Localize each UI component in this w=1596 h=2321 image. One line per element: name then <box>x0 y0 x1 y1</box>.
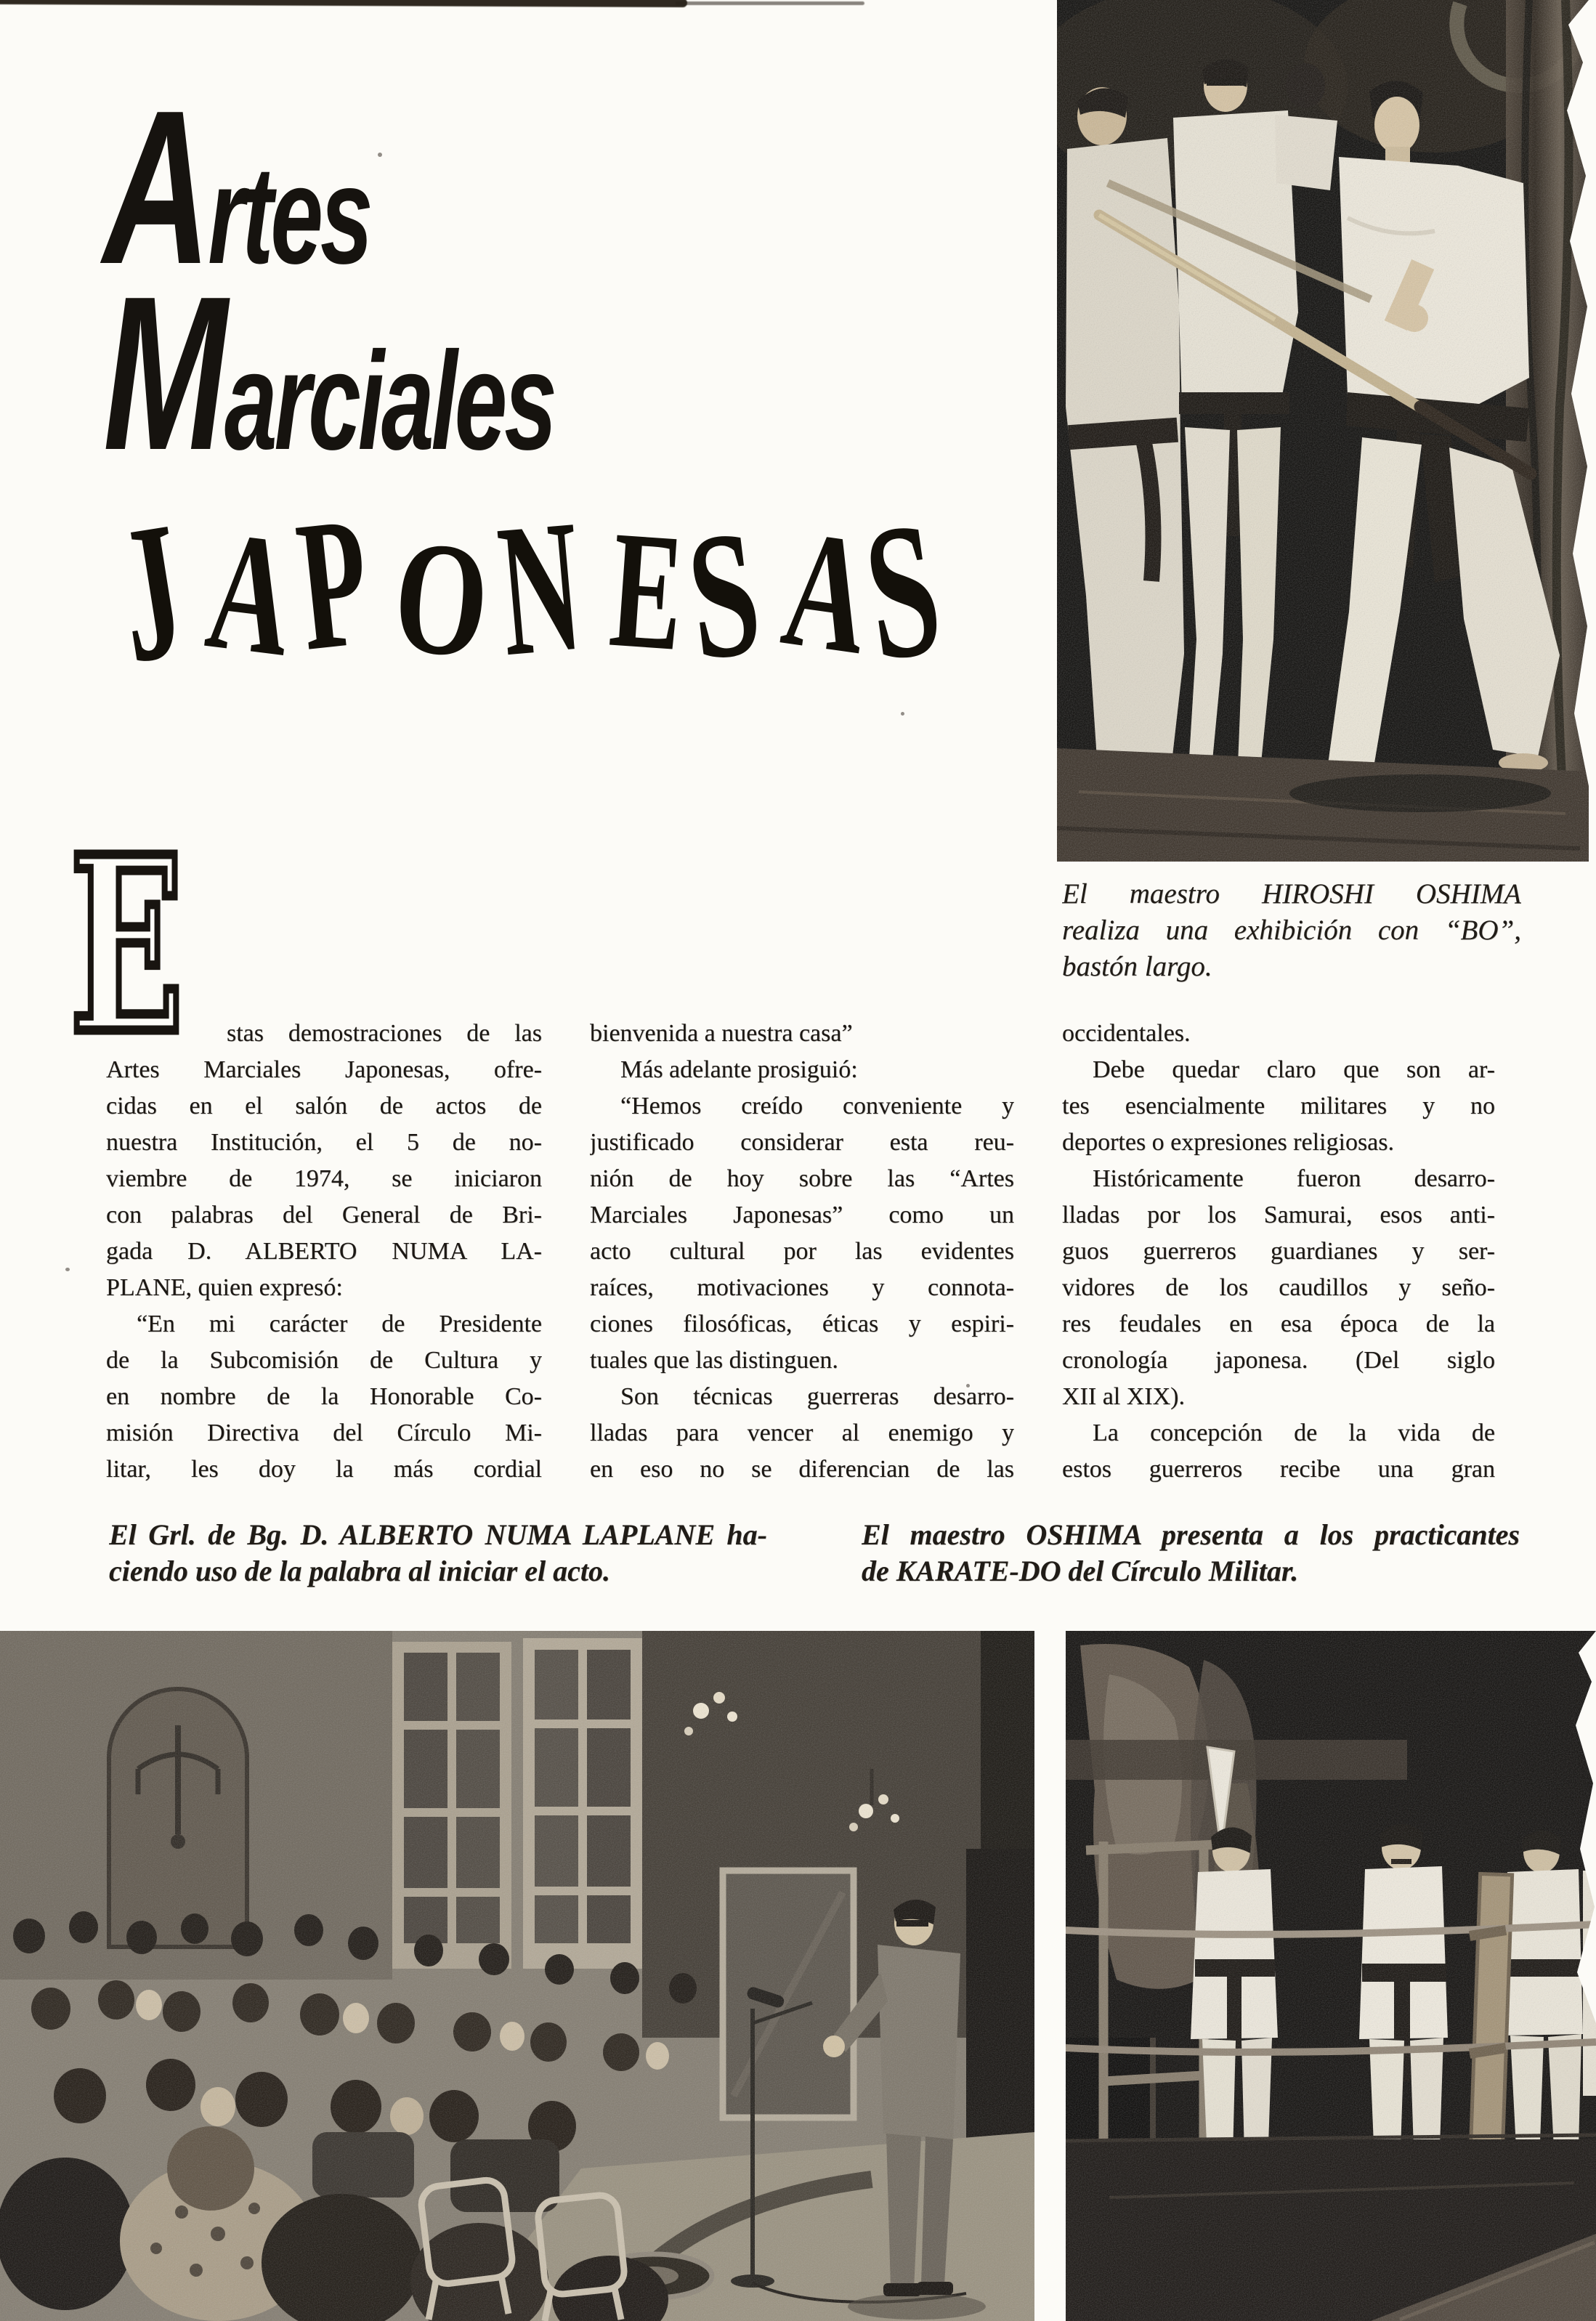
text-line: estos guerreros recibe una gran <box>1062 1456 1495 1483</box>
text-line: guos guerreros guardianes y ser- <box>1062 1238 1495 1265</box>
text-line: lladas por los Samurai, esos anti- <box>1062 1202 1495 1228</box>
text-line: realiza una exhibición con “BO”, <box>1062 915 1521 946</box>
text-line: nuestra Institución, el 5 de no- <box>106 1129 542 1156</box>
article-masthead <box>103 65 1069 723</box>
text-line: El maestro OSHIMA presenta a los practicantes <box>862 1518 1520 1551</box>
masthead-initial-a: A <box>103 65 208 309</box>
photo-bo-demonstration-image <box>1057 0 1589 862</box>
text-line: La concepción de la vida de <box>1093 1419 1495 1446</box>
masthead-rest-artes: rtes <box>208 137 370 293</box>
masthead-letter: S <box>678 493 770 699</box>
masthead-letter: E <box>605 496 689 686</box>
text-line: en eso no se diferencian de las <box>590 1456 1014 1483</box>
text-line: ciendo uso de la palabra al iniciar el acto. <box>109 1555 610 1587</box>
masthead-letter: A <box>773 495 880 690</box>
text-line: ciones filosóficas, éticas y espiri- <box>590 1311 1014 1337</box>
scan-speck <box>65 1268 70 1271</box>
photo-audience-hall-image <box>0 1631 1034 2321</box>
text-line: occidentales. <box>1062 1020 1191 1047</box>
text-line: raíces, motivaciones y connota- <box>590 1274 1014 1301</box>
text-line: “Hemos creído conveniente y <box>620 1093 1014 1119</box>
text-line: XII al XIX). <box>1062 1383 1185 1410</box>
article-column-3 <box>1062 1016 1495 1488</box>
text-line: vidores de los caudillos y seño- <box>1062 1274 1495 1301</box>
text-line: res feudales en esa época de la <box>1062 1311 1495 1337</box>
column-3-text <box>1062 1016 1495 1488</box>
text-line: de la Subcomisión de Cultura y <box>106 1347 542 1374</box>
text-line: litar, les doy la más cordial <box>106 1456 542 1483</box>
text-line: Artes Marciales Japonesas, ofre- <box>106 1056 542 1083</box>
text-line: bienvenida a nuestra casa” <box>590 1020 853 1047</box>
text-line: con palabras del General de Bri- <box>106 1202 542 1228</box>
text-line: bastón largo. <box>1062 951 1212 982</box>
photo-karateka-ring <box>1066 1631 1596 2321</box>
text-line: PLANE, quien expresó: <box>106 1274 343 1301</box>
text-line: nión de hoy sobre las “Artes <box>590 1165 1014 1192</box>
text-line: acto cultural por las evidentes <box>590 1238 1014 1265</box>
masthead-rest-marciales: arciales <box>224 323 554 479</box>
masthead-letter: A <box>198 495 303 693</box>
text-line: stas demostraciones de las <box>227 1020 542 1047</box>
text-line: Más adelante prosiguió: <box>620 1056 858 1083</box>
masthead-letter: P <box>288 478 378 690</box>
text-line: Marciales Japonesas” como un <box>590 1202 1014 1228</box>
text-line: Históricamente fueron desarro- <box>1093 1165 1495 1192</box>
masthead-line-marciales <box>103 251 554 495</box>
scan-smear <box>0 0 687 7</box>
masthead-letter: S <box>854 482 953 702</box>
column-2-text <box>590 1016 1014 1488</box>
caption-bo-demonstration <box>1062 876 1521 985</box>
text-line: tuales que las distinguen. <box>590 1347 838 1374</box>
text-line: en nombre de la Honorable Co- <box>106 1383 542 1410</box>
masthead-line-japonesas <box>105 478 953 705</box>
masthead-letter: O <box>387 506 495 692</box>
text-line: El maestro HIROSHI OSHIMA <box>1062 878 1521 910</box>
caption-laplane-speech <box>109 1515 767 1588</box>
caption-oshima-karateka <box>862 1515 1520 1588</box>
drop-cap: E <box>70 804 184 1087</box>
text-line: justificado considerar esta reu- <box>590 1129 1014 1156</box>
article-column-2 <box>590 1016 1014 1488</box>
text-line: cidas en el salón de actos de <box>106 1093 542 1119</box>
text-line: “En mi carácter de Presidente <box>137 1311 542 1337</box>
masthead-initial-m: M <box>103 251 224 495</box>
photo-audience-hall <box>0 1631 1034 2321</box>
text-line: lladas para vencer al enemigo y <box>590 1419 1014 1446</box>
masthead-letter: J <box>105 481 198 705</box>
text-line: viembre de 1974, se iniciaron <box>106 1165 542 1192</box>
masthead-letter: N <box>491 481 589 697</box>
text-line: de KARATE-DO del Círculo Militar. <box>862 1555 1299 1587</box>
photo-bo-demonstration <box>1057 0 1589 862</box>
text-line: El Grl. de Bg. D. ALBERTO NUMA LAPLANE ha- <box>109 1518 767 1551</box>
scan-smear <box>676 1 864 5</box>
text-line: misión Directiva del Círculo Mi- <box>106 1419 542 1446</box>
text-line: cronología japonesa. (Del siglo <box>1062 1347 1495 1374</box>
text-line: Son técnicas guerreras desarro- <box>620 1383 1014 1410</box>
text-line: tes esencialmente militares y no <box>1062 1093 1495 1119</box>
text-line: deportes o expresiones religiosas. <box>1062 1129 1394 1156</box>
article-column-1 <box>70 804 542 1488</box>
photo-karateka-ring-image <box>1066 1631 1596 2321</box>
text-line: gada D. ALBERTO NUMA LA- <box>106 1238 542 1265</box>
text-line: Debe quedar claro que son ar- <box>1093 1056 1495 1083</box>
